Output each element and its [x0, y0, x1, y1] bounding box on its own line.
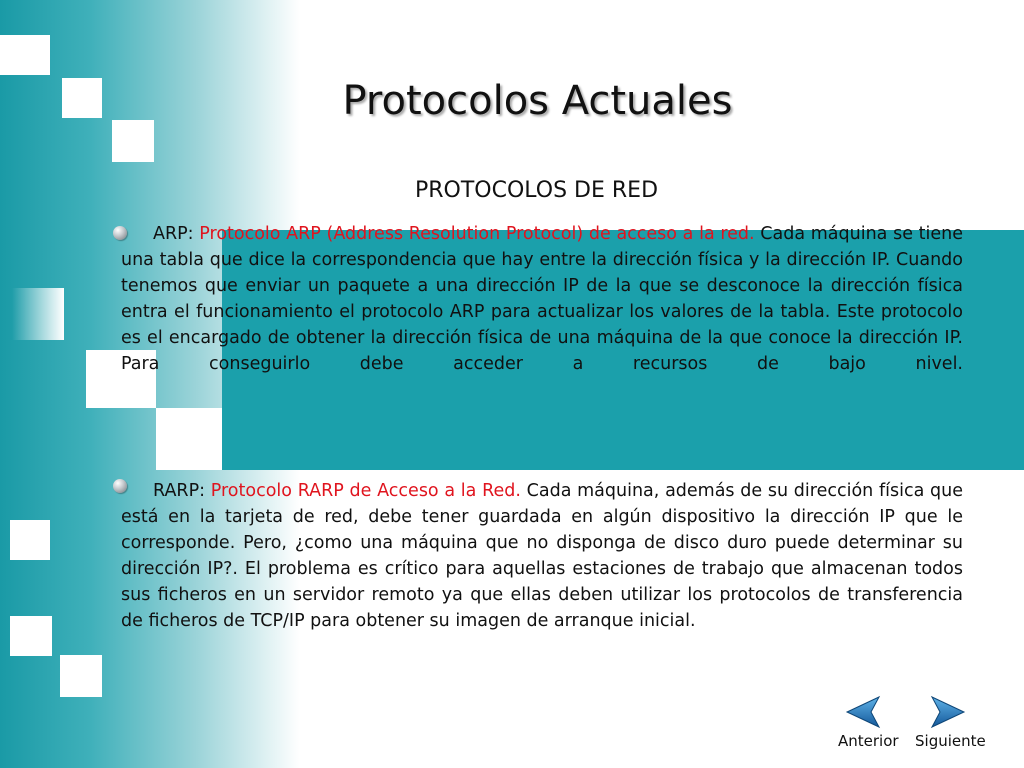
previous-link[interactable]: Anterior [838, 732, 899, 750]
arp-lead: ARP: [153, 224, 200, 244]
decor-square [12, 288, 64, 340]
decor-square [60, 655, 102, 697]
decor-square [112, 120, 154, 162]
rarp-body: Cada máquina, además de su dirección física que está en la tarjeta de red, debe tener guardada en algún dispositivo la dirección IP que le corresponde. Pero, ¿como una máquina que no disponga de disco duro puede determinar su dirección IP?. El problema es crítico para aquellas estaciones de trabajo que almacenan todos sus ficheros en un servidor remoto ya que ellas deben utilizar los protocolos de transferencia de ficheros de TCP/IP para obtener su imagen de arranque inicial. [121, 481, 963, 631]
rarp-highlight: Protocolo RARP de Acceso a la Red. [210, 481, 521, 501]
slide-subtitle: PROTOCOLOS DE RED [415, 178, 659, 203]
slide-title: Protocolos Actuales [342, 78, 733, 124]
rarp-lead: RARP: [153, 481, 211, 501]
arp-highlight: Protocolo ARP (Address Resolution Protocol) de acceso a la red. [199, 224, 755, 244]
arp-body: Cada máquina se tiene una tabla que dice la correspondencia que hay entre la dirección física y la dirección IP. Cuando tenemos que enviar un paquete a una dirección IP de la que se desconoce la dirección física entra el funcionamiento el protocolo ARP para actualizar los valores de la tabla. Este protocolo es el encargado de obtener la dirección física de una máquina de la que conoce la dirección IP. Para conseguirlo debe acceder a recursos de bajo nivel. [121, 224, 963, 374]
rarp-paragraph [121, 478, 963, 634]
arrow-left-icon[interactable] [843, 695, 883, 729]
arrow-right-icon[interactable] [928, 695, 968, 729]
decor-square [10, 520, 50, 560]
decor-square [156, 408, 222, 470]
decor-square [0, 35, 50, 75]
decor-square [10, 616, 52, 656]
next-link[interactable]: Siguiente [915, 732, 986, 750]
arp-paragraph [121, 221, 963, 377]
